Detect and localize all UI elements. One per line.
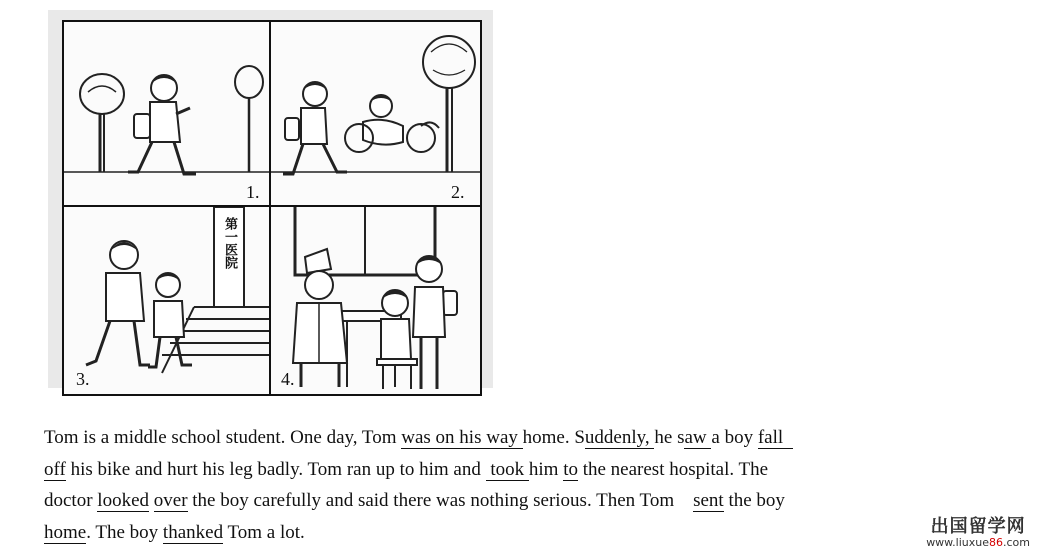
filled-blank: took [485,458,529,480]
panel-number: 3. [76,369,90,389]
hospital-sign: 第一医院 [222,217,237,269]
filled-blank: looked [97,490,150,511]
story-line-3 [44,485,904,517]
story-segment: Tom is a middle school student. One day, Tom [44,427,402,448]
story-segment: him [528,458,564,480]
story-segment: the boy carefully and said there was nothing serious. Then Tom [187,490,694,511]
story-segment: . The boy [86,521,163,543]
comic-illustration [48,10,493,388]
filled-blank: home [44,521,87,543]
comic-grid [62,20,482,396]
filled-blank: thanked [162,521,224,543]
filled-blank: to [563,458,578,480]
story-segment: home. S [522,427,585,448]
story-line-4 [44,517,904,549]
panel-4-drawing [271,207,480,394]
comic-panel-3 [64,207,269,394]
comic-panel-4 [271,207,480,394]
watermark-site-name: 出国留学网 [930,516,1026,537]
filled-blank: sent [693,490,724,511]
watermark-url-number: 86 [989,536,1003,549]
comic-panel-2 [271,22,480,205]
panel-1-drawing [64,22,269,205]
filled-blank: over [153,490,188,511]
story-segment: he s [654,427,685,448]
site-watermark [926,512,1030,549]
story-segment: doctor [44,490,98,511]
filled-blank: aw [684,427,712,448]
panel-number: 4. [281,369,295,389]
story-segment: the nearest hospital. The [577,458,769,480]
watermark-url-suffix: .com [1003,536,1030,549]
story-segment: Tom a lot. [223,521,305,543]
filled-blank: fall [757,427,793,448]
watermark-url-prefix: www.liuxue [926,536,989,549]
watermark-url [926,536,1030,549]
story-segment: the boy [723,490,785,511]
story-text [44,422,904,548]
filled-blank: was on his way [401,427,523,448]
comic-panel-1 [64,22,269,205]
filled-blank: uddenly, [584,427,655,448]
story-segment: his bike and hurt his leg badly. Tom ran up to him and [65,458,486,480]
story-line-2 [44,454,904,486]
filled-blank: off [44,458,66,480]
panel-number: 2. [451,182,465,202]
panel-2-drawing [271,22,480,205]
panel-3-drawing [64,207,269,394]
story-segment: a boy [711,427,758,448]
panel-number: 1. [246,182,260,202]
story-line-1 [44,422,904,454]
